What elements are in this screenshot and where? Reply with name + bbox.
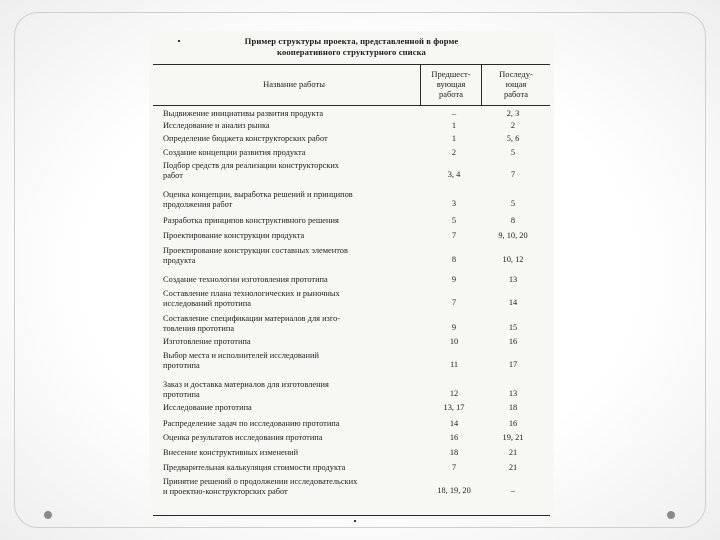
row-work-name — [163, 231, 403, 241]
row-following-work: 16 — [508, 419, 518, 428]
row-preceding-work: 9 — [451, 275, 457, 284]
table-bottom-rule — [153, 515, 550, 516]
row-following-work: 13 — [508, 275, 518, 284]
row-name-line-1: Оценка концепции, выработка решений и принципов — [163, 190, 353, 199]
row-following-work: 2, 3 — [506, 109, 520, 118]
row-work-name — [163, 337, 403, 347]
row-preceding-work: 18 — [449, 448, 459, 457]
row-work-name — [163, 403, 403, 413]
row-preceding-work: – — [451, 109, 457, 118]
row-following-work: 18 — [508, 403, 518, 412]
row-preceding-work: 5 — [451, 216, 457, 225]
scanned-table-image — [149, 31, 554, 519]
row-following-work: 8 — [510, 216, 516, 225]
row-preceding-work: 2 — [451, 148, 457, 157]
row-preceding-work: 7 — [451, 298, 457, 307]
row-work-name — [163, 216, 403, 226]
row-work-name — [163, 477, 403, 497]
row-name-line-1: Создание концепции развития продукта — [163, 148, 306, 157]
row-work-name — [163, 289, 403, 309]
row-name-line-1: Составление спецификации материалов для изго- — [163, 314, 341, 323]
scan-speck — [354, 520, 356, 522]
row-work-name — [163, 380, 403, 400]
row-name-line-1: Создание технологии изготовления прототипа — [163, 275, 328, 284]
row-following-work: 9, 10, 20 — [498, 231, 528, 240]
row-following-work: 10, 12 — [502, 255, 524, 264]
row-following-work: 2 — [510, 121, 516, 130]
row-name-line-1: Проектирование конструкции составных элементов — [163, 246, 348, 255]
row-work-name — [163, 109, 403, 119]
row-name-line-2: исследований прототипа — [163, 298, 251, 308]
header-next — [482, 69, 550, 99]
row-work-name — [163, 134, 403, 144]
row-preceding-work: 3, 4 — [447, 170, 461, 179]
row-preceding-work: 18, 19, 20 — [437, 486, 471, 495]
row-work-name — [163, 351, 403, 371]
header-name: Название работы — [263, 79, 325, 89]
header-prev — [421, 69, 481, 99]
row-name-line-1: Заказ и доставка материалов для изготовления — [163, 380, 329, 389]
table-title-line-1: Пример структуры проекта, представленной в форме — [244, 36, 459, 46]
row-preceding-work: 1 — [451, 121, 457, 130]
row-following-work: 5 — [510, 199, 516, 208]
bullet-dot-right — [667, 511, 675, 519]
header-next-line-1: Последу- — [499, 69, 533, 79]
header-top-rule — [153, 64, 550, 65]
bullet-dot-left — [44, 511, 52, 519]
row-preceding-work: 14 — [449, 419, 459, 428]
row-name-line-2: прототипа — [163, 360, 200, 370]
row-name-line-1: Выдвижение инициативы развития продукта — [163, 109, 324, 118]
table-title-line-2: кооперативного структурного списка — [277, 46, 426, 57]
row-preceding-work: 3 — [451, 199, 457, 208]
row-name-line-1: Исследование и анализ рынка — [163, 121, 270, 130]
row-following-work: 7 — [510, 170, 516, 179]
row-work-name — [163, 148, 403, 158]
row-preceding-work: 16 — [449, 433, 459, 442]
header-prev-line-2: вующая — [436, 79, 466, 89]
row-preceding-work: 13, 17 — [443, 403, 465, 412]
row-following-work: 19, 21 — [502, 433, 524, 442]
header-next-line-2: ющая — [505, 79, 527, 89]
row-work-name — [163, 275, 403, 285]
row-name-line-1: Предварительная калькуляция стоимости продукта — [163, 463, 346, 472]
row-following-work: 15 — [508, 323, 518, 332]
row-work-name — [163, 246, 403, 266]
row-preceding-work: 11 — [449, 360, 459, 369]
row-name-line-1: Подбор средств для реализации конструкторских — [163, 161, 339, 170]
row-preceding-work: 1 — [451, 134, 457, 143]
row-work-name — [163, 463, 403, 473]
row-following-work: 21 — [508, 448, 518, 457]
row-preceding-work: 7 — [451, 231, 457, 240]
scan-speck — [178, 40, 180, 42]
row-name-line-2: продукта — [163, 255, 196, 265]
row-work-name — [163, 190, 403, 210]
row-work-name — [163, 121, 403, 131]
row-name-line-1: Принятие решений о продолжении исследовательских — [163, 477, 358, 486]
header-prev-line-1: Предшест- — [431, 69, 471, 79]
row-preceding-work: 10 — [449, 337, 459, 346]
row-preceding-work: 7 — [451, 463, 457, 472]
row-name-line-1: Выбор места и исполнителей исследований — [163, 351, 319, 360]
row-name-line-1: Составление плана технологических и рыночных — [163, 289, 340, 298]
row-preceding-work: 9 — [451, 323, 457, 332]
row-name-line-1: Разработка принципов конструктивного решения — [163, 216, 339, 225]
row-name-line-1: Внесение конструктивных изменений — [163, 448, 299, 457]
row-name-line-1: Оценка результатов исследования прототипа — [163, 433, 323, 442]
header-prev-line-3: работа — [438, 89, 464, 99]
row-following-work: 21 — [508, 463, 518, 472]
row-following-work: 14 — [508, 298, 518, 307]
row-work-name — [163, 314, 403, 334]
row-work-name — [163, 419, 403, 429]
row-following-work: 16 — [508, 337, 518, 346]
row-work-name — [163, 448, 403, 458]
row-preceding-work: 8 — [451, 255, 457, 264]
row-name-line-1: Определение бюджета конструкторских работ — [163, 134, 328, 143]
row-name-line-1: Проектирование конструкции продукта — [163, 231, 305, 240]
header-bottom-rule — [153, 105, 550, 106]
row-name-line-1: Исследование прототипа — [163, 403, 252, 412]
row-following-work: 13 — [508, 389, 518, 398]
row-name-line-1: Изготовление прототипа — [163, 337, 251, 346]
row-following-work: 17 — [508, 360, 518, 369]
row-name-line-2: продолжения работ — [163, 199, 233, 209]
row-name-line-2: работ — [163, 170, 183, 180]
header-next-line-3: работа — [503, 89, 529, 99]
row-name-line-2: прототипа — [163, 389, 200, 399]
row-preceding-work: 12 — [449, 389, 459, 398]
row-work-name — [163, 433, 403, 443]
row-name-line-1: Распределение задач по исследованию прототипа — [163, 419, 340, 428]
row-following-work: 5, 6 — [506, 134, 520, 143]
table-title — [149, 36, 554, 57]
row-following-work: 5 — [510, 148, 516, 157]
row-following-work: – — [510, 486, 516, 495]
row-name-line-2: товления прототипа — [163, 323, 235, 333]
row-work-name — [163, 161, 403, 181]
row-name-line-2: и проектно-конструкторских работ — [163, 486, 288, 496]
